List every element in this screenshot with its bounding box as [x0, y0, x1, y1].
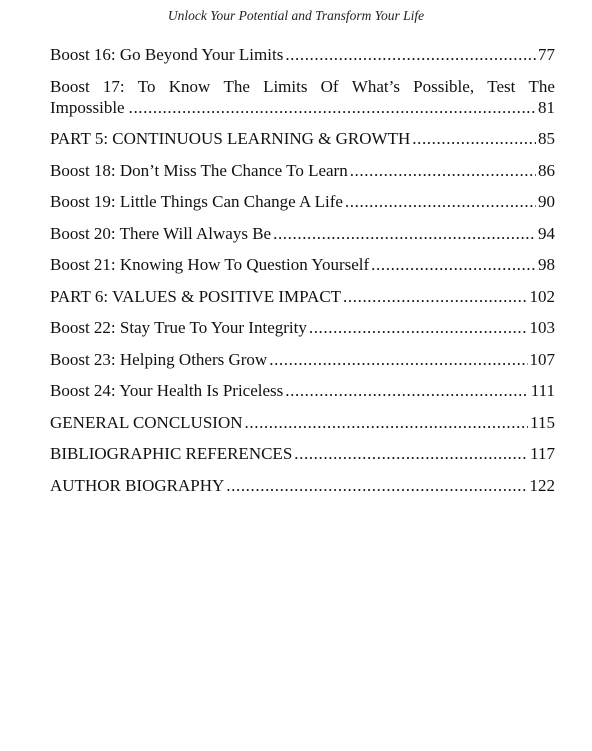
toc-entry-page: 94 [538, 223, 555, 243]
toc-word: 17: [102, 76, 125, 96]
toc-entry-title: AUTHOR BIOGRAPHY [50, 475, 225, 495]
toc-entry-page: 103 [529, 318, 555, 337]
toc-entry-boost-22[interactable] [50, 317, 555, 338]
toc-entry-title: PART 6: VALUES & POSITIVE IMPACT [50, 286, 342, 306]
table-of-contents [50, 44, 555, 506]
toc-entry-title-line1 [50, 76, 555, 97]
toc-entry-title: Impossible [50, 97, 125, 117]
dot-leader [226, 475, 527, 496]
toc-entry-boost-21[interactable] [50, 254, 555, 275]
dot-leader [309, 317, 528, 338]
toc-entry-page: 86 [538, 160, 555, 180]
toc-entry-page: 107 [529, 349, 555, 369]
toc-entry-page: 117 [530, 444, 555, 463]
dot-leader [412, 128, 536, 149]
toc-word: Test [487, 76, 516, 96]
toc-entry-title: BIBLIOGRAPHIC REFERENCES [50, 444, 293, 463]
toc-entry-title: Boost 20: There Will Always Be [50, 223, 272, 243]
dot-leader [345, 191, 536, 212]
dot-leader [273, 223, 536, 244]
dot-leader [269, 349, 527, 370]
dot-leader [343, 286, 527, 307]
toc-entry-title: Boost 19: Little Things Can Change A Life [50, 192, 343, 211]
dot-leader [285, 44, 536, 65]
toc-entry-boost-20[interactable] [50, 223, 555, 244]
toc-word: The [223, 76, 250, 96]
running-header: Unlock Your Potential and Transform Your Life [167, 8, 425, 23]
toc-entry-title: GENERAL CONCLUSION [50, 412, 243, 432]
dot-leader [129, 97, 536, 118]
toc-entry-part-6[interactable] [50, 286, 555, 307]
toc-word: To [137, 76, 156, 96]
toc-entry-boost-19[interactable] [50, 191, 555, 212]
toc-entry-boost-16[interactable] [50, 44, 555, 65]
toc-entry-part-5[interactable] [50, 128, 555, 149]
toc-entry-title: PART 5: CONTINUOUS LEARNING & GROWTH [50, 129, 411, 148]
toc-word: Possible, [413, 76, 475, 96]
toc-entry-title: Boost 18: Don’t Miss The Chance To Learn [50, 160, 348, 180]
toc-entry-bibliographic-references[interactable] [50, 443, 555, 464]
dot-leader [350, 160, 536, 181]
toc-word: Boost [50, 76, 90, 96]
toc-entry-boost-24[interactable] [50, 380, 555, 401]
toc-entry-title: Boost 16: Go Beyond Your Limits [50, 45, 284, 64]
toc-entry-page: 98 [538, 255, 555, 274]
toc-entry-page: 77 [538, 45, 555, 64]
toc-entry-boost-23[interactable] [50, 349, 555, 370]
toc-entry-title: Boost 24: Your Health Is Priceless [50, 381, 284, 400]
toc-entry-page: 102 [529, 286, 555, 306]
toc-entry-boost-18[interactable] [50, 160, 555, 181]
dot-leader [245, 412, 529, 433]
toc-entry-page: 115 [530, 412, 555, 432]
toc-word: Of [320, 76, 339, 96]
toc-entry-general-conclusion[interactable] [50, 412, 555, 433]
toc-entry-title: Boost 22: Stay True To Your Integrity [50, 318, 307, 337]
toc-entry-title-line2 [50, 97, 555, 118]
toc-word: Limits [263, 76, 308, 96]
toc-entry-page: 122 [529, 475, 555, 495]
toc-entry-page: 111 [530, 381, 555, 400]
toc-entry-page: 81 [538, 97, 555, 117]
toc-entry-page: 90 [538, 192, 555, 211]
toc-entry-title: Boost 23: Helping Others Grow [50, 349, 268, 369]
dot-leader [285, 380, 528, 401]
dot-leader [371, 254, 536, 275]
dot-leader [294, 443, 528, 464]
toc-entry-page: 85 [538, 129, 555, 148]
toc-word: What’s [351, 76, 400, 96]
toc-word: Know [168, 76, 211, 96]
toc-entry-title: Boost 21: Knowing How To Question Yourself [50, 255, 370, 274]
toc-entry-boost-17[interactable] [50, 76, 555, 118]
toc-word: The [528, 76, 555, 96]
toc-entry-author-biography[interactable] [50, 475, 555, 496]
